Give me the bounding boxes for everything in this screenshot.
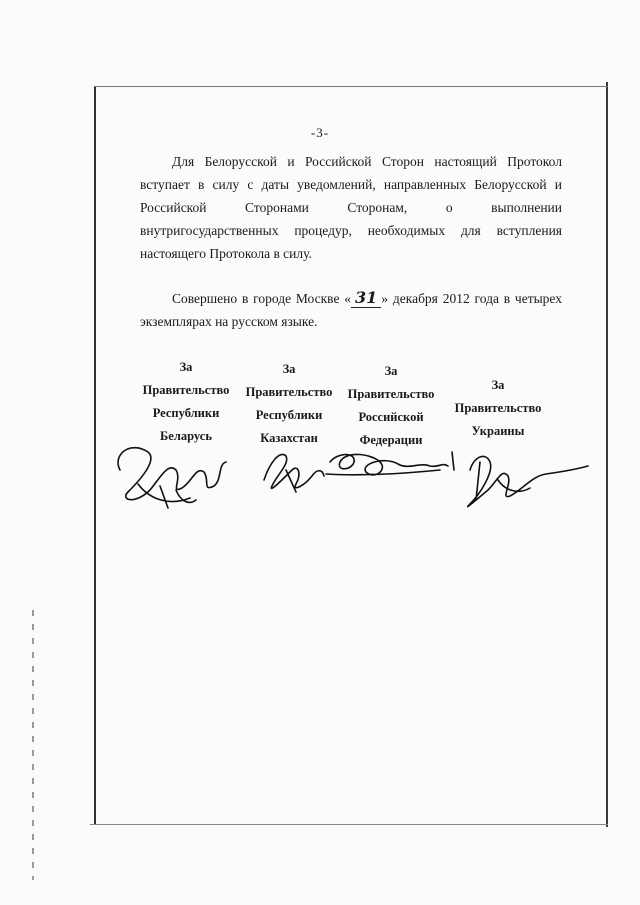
signatory-russia bbox=[338, 360, 444, 452]
signatory-federation: Федерации bbox=[359, 433, 423, 447]
signatory-for: За bbox=[179, 360, 193, 374]
signature-russia bbox=[326, 452, 454, 475]
signature-belarus bbox=[118, 448, 226, 508]
signatory-for: За bbox=[384, 364, 398, 378]
signatory-russian: Российской bbox=[358, 410, 424, 424]
signatory-kazakhstan bbox=[236, 358, 342, 450]
signature-ukraine bbox=[468, 456, 588, 506]
signatory-government: Правительство bbox=[142, 383, 230, 397]
signatory-country: Казахстан bbox=[260, 431, 318, 445]
signatory-republic: Республики bbox=[255, 408, 323, 422]
signatory-belarus bbox=[130, 356, 242, 448]
signatory-country: Беларусь bbox=[160, 429, 212, 443]
page-number: -3- bbox=[310, 125, 330, 140]
signatory-government: Правительство bbox=[245, 385, 333, 399]
paragraph-text-start: Совершено в городе Москве « bbox=[172, 291, 352, 306]
signatory-republic: Республики bbox=[152, 406, 220, 420]
scan-edge-marks bbox=[32, 610, 34, 880]
paragraph-text-end: » декабря 2012 года в четырех экземплярах на русском языке. bbox=[140, 291, 562, 329]
signatory-for: За bbox=[491, 378, 505, 392]
signature-kazakhstan bbox=[264, 454, 324, 492]
signatory-country: Украины bbox=[471, 424, 525, 438]
signatory-government: Правительство bbox=[454, 401, 542, 415]
signatory-government: Правительство bbox=[347, 387, 435, 401]
scan-border-top bbox=[94, 86, 608, 87]
paragraph-text: Для Белорусской и Российской Сторон настоящий Протокол вступает в силу с даты уведомлений, направленных Белорусской и Российской Сторонами Сторонам, о выполнении внутригосударственных процедур, необходимых для вступления настоящего Протокола в силу. bbox=[140, 154, 562, 261]
scan-border-bottom bbox=[90, 824, 608, 825]
scan-border-right bbox=[606, 82, 608, 827]
signatory-ukraine bbox=[444, 374, 552, 443]
signatory-for: За bbox=[282, 362, 296, 376]
paragraph-entry-into-force bbox=[140, 150, 562, 265]
scan-border-left bbox=[94, 86, 96, 824]
handwritten-day: 31 bbox=[351, 288, 381, 308]
paragraph-done-at bbox=[140, 286, 562, 333]
